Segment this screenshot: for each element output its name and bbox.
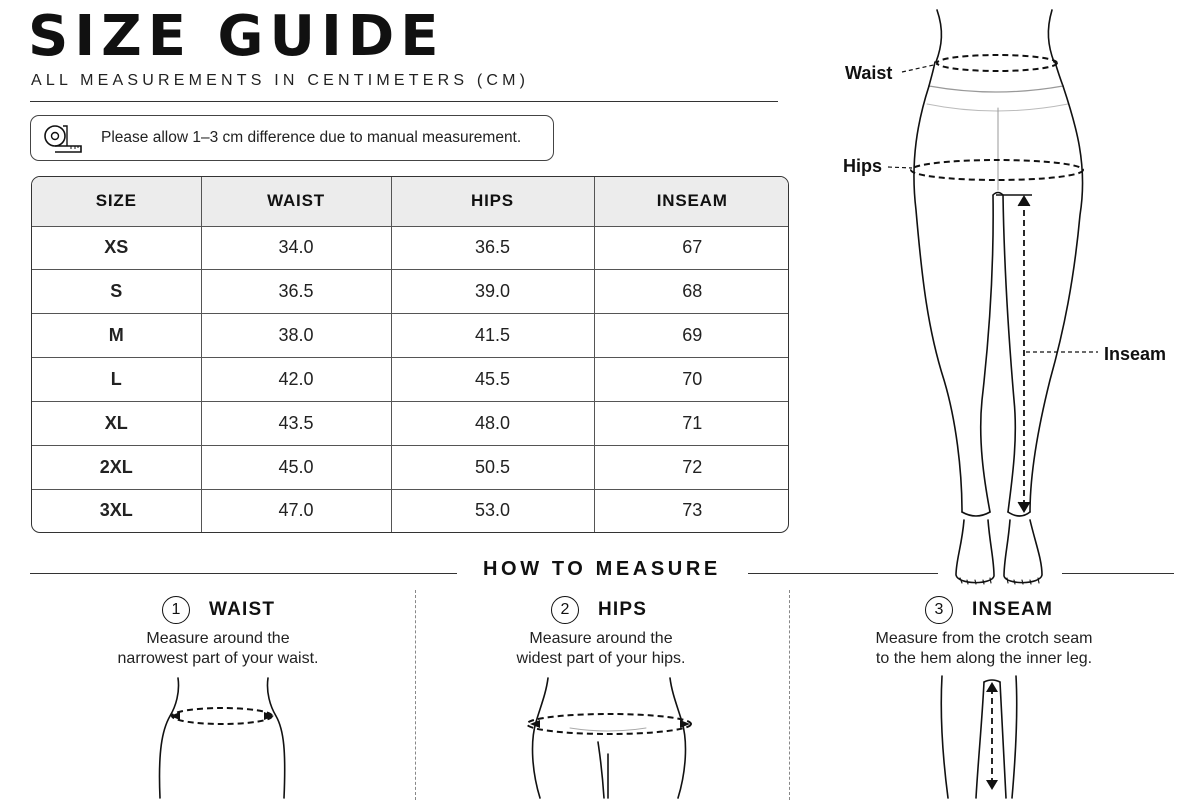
step-description-line: to the hem along the inner leg.: [875, 650, 1093, 667]
hips-measure-illustration: [510, 672, 700, 800]
waist-cell: 45.0: [201, 445, 391, 489]
hips-cell: 36.5: [391, 226, 594, 270]
figure-label-waist: Waist: [845, 63, 893, 83]
size-cell: 3XL: [32, 489, 201, 532]
section-divider-left: [30, 573, 457, 574]
how-to-measure-heading: HOW TO MEASURE: [483, 558, 721, 580]
table-row: [32, 401, 789, 445]
step-waist-heading: [162, 596, 275, 624]
hips-cell: 48.0: [391, 401, 594, 445]
column-header-waist: WAIST: [201, 177, 391, 226]
inseam-cell: 69: [594, 314, 789, 358]
table-row: [32, 226, 789, 270]
step-inseam-description: [834, 629, 1134, 669]
hips-cell: 39.0: [391, 270, 594, 314]
hips-cell: 53.0: [391, 489, 594, 532]
size-cell: XL: [32, 401, 201, 445]
hips-cell: 45.5: [391, 358, 594, 402]
leggings-body-illustration: [830, 0, 1200, 590]
step-number-badge: 1: [162, 596, 190, 624]
table-row: [32, 489, 789, 532]
column-header-hips: HIPS: [391, 177, 594, 226]
waist-cell: 36.5: [201, 270, 391, 314]
column-divider: [789, 590, 790, 800]
table-header-row: [32, 177, 789, 226]
size-cell: XS: [32, 226, 201, 270]
waist-cell: 34.0: [201, 226, 391, 270]
inseam-cell: 67: [594, 226, 789, 270]
size-cell: S: [32, 270, 201, 314]
measurement-note: [30, 115, 554, 161]
header-divider: [30, 101, 778, 102]
inseam-cell: 73: [682, 500, 703, 521]
inseam-cell: 72: [594, 445, 789, 489]
page-title: SIZE GUIDE: [28, 4, 445, 69]
size-table: [31, 176, 789, 533]
table-row: [32, 358, 789, 402]
waist-cell: 42.0: [201, 358, 391, 402]
column-divider: [415, 590, 416, 800]
size-cell: M: [32, 314, 201, 358]
waist-measure-illustration: [140, 672, 300, 800]
waist-cell: 43.5: [201, 401, 391, 445]
inseam-cell: 71: [594, 401, 789, 445]
step-hips-description: [451, 629, 751, 669]
step-inseam-heading: [925, 596, 1053, 624]
step-description-line: widest part of your hips.: [516, 650, 686, 667]
size-cell: 2XL: [32, 445, 201, 489]
section-divider-right: [1062, 573, 1174, 574]
inseam-cell: 68: [594, 270, 789, 314]
step-title: WAIST: [209, 599, 276, 620]
table-row: [32, 445, 789, 489]
step-description-line: Measure around the: [146, 630, 290, 647]
table-row: [32, 314, 789, 358]
step-number-badge: 2: [551, 596, 579, 624]
step-waist-description: [68, 629, 368, 669]
step-hips-heading: [551, 596, 647, 624]
step-title: INSEAM: [972, 599, 1054, 620]
size-cell: L: [32, 358, 201, 402]
step-description-line: Measure around the: [529, 630, 673, 647]
step-description-line: Measure from the crotch seam: [875, 630, 1093, 647]
waist-cell: 38.0: [201, 314, 391, 358]
section-divider-middle: [748, 573, 938, 574]
step-number-badge: 3: [925, 596, 953, 624]
figure-label-hips: Hips: [843, 156, 883, 176]
figure-label-inseam: Inseam: [1104, 344, 1167, 364]
hips-cell: 50.5: [391, 445, 594, 489]
note-text: Please allow 1–3 cm difference due to manual measurement.: [101, 129, 522, 146]
step-title: HIPS: [598, 599, 648, 620]
column-header-size: SIZE: [32, 177, 201, 226]
inseam-measure-illustration: [920, 672, 1040, 800]
hips-cell: 41.5: [391, 314, 594, 358]
waist-cell: 47.0: [201, 489, 391, 532]
column-header-inseam: INSEAM: [594, 177, 789, 226]
inseam-cell: 70: [594, 358, 789, 402]
step-description-line: narrowest part of your waist.: [117, 650, 319, 667]
measuring-tape-icon: [41, 122, 85, 154]
table-row: [32, 270, 789, 314]
page-subtitle: ALL MEASUREMENTS IN CENTIMETERS (CM): [31, 72, 530, 89]
